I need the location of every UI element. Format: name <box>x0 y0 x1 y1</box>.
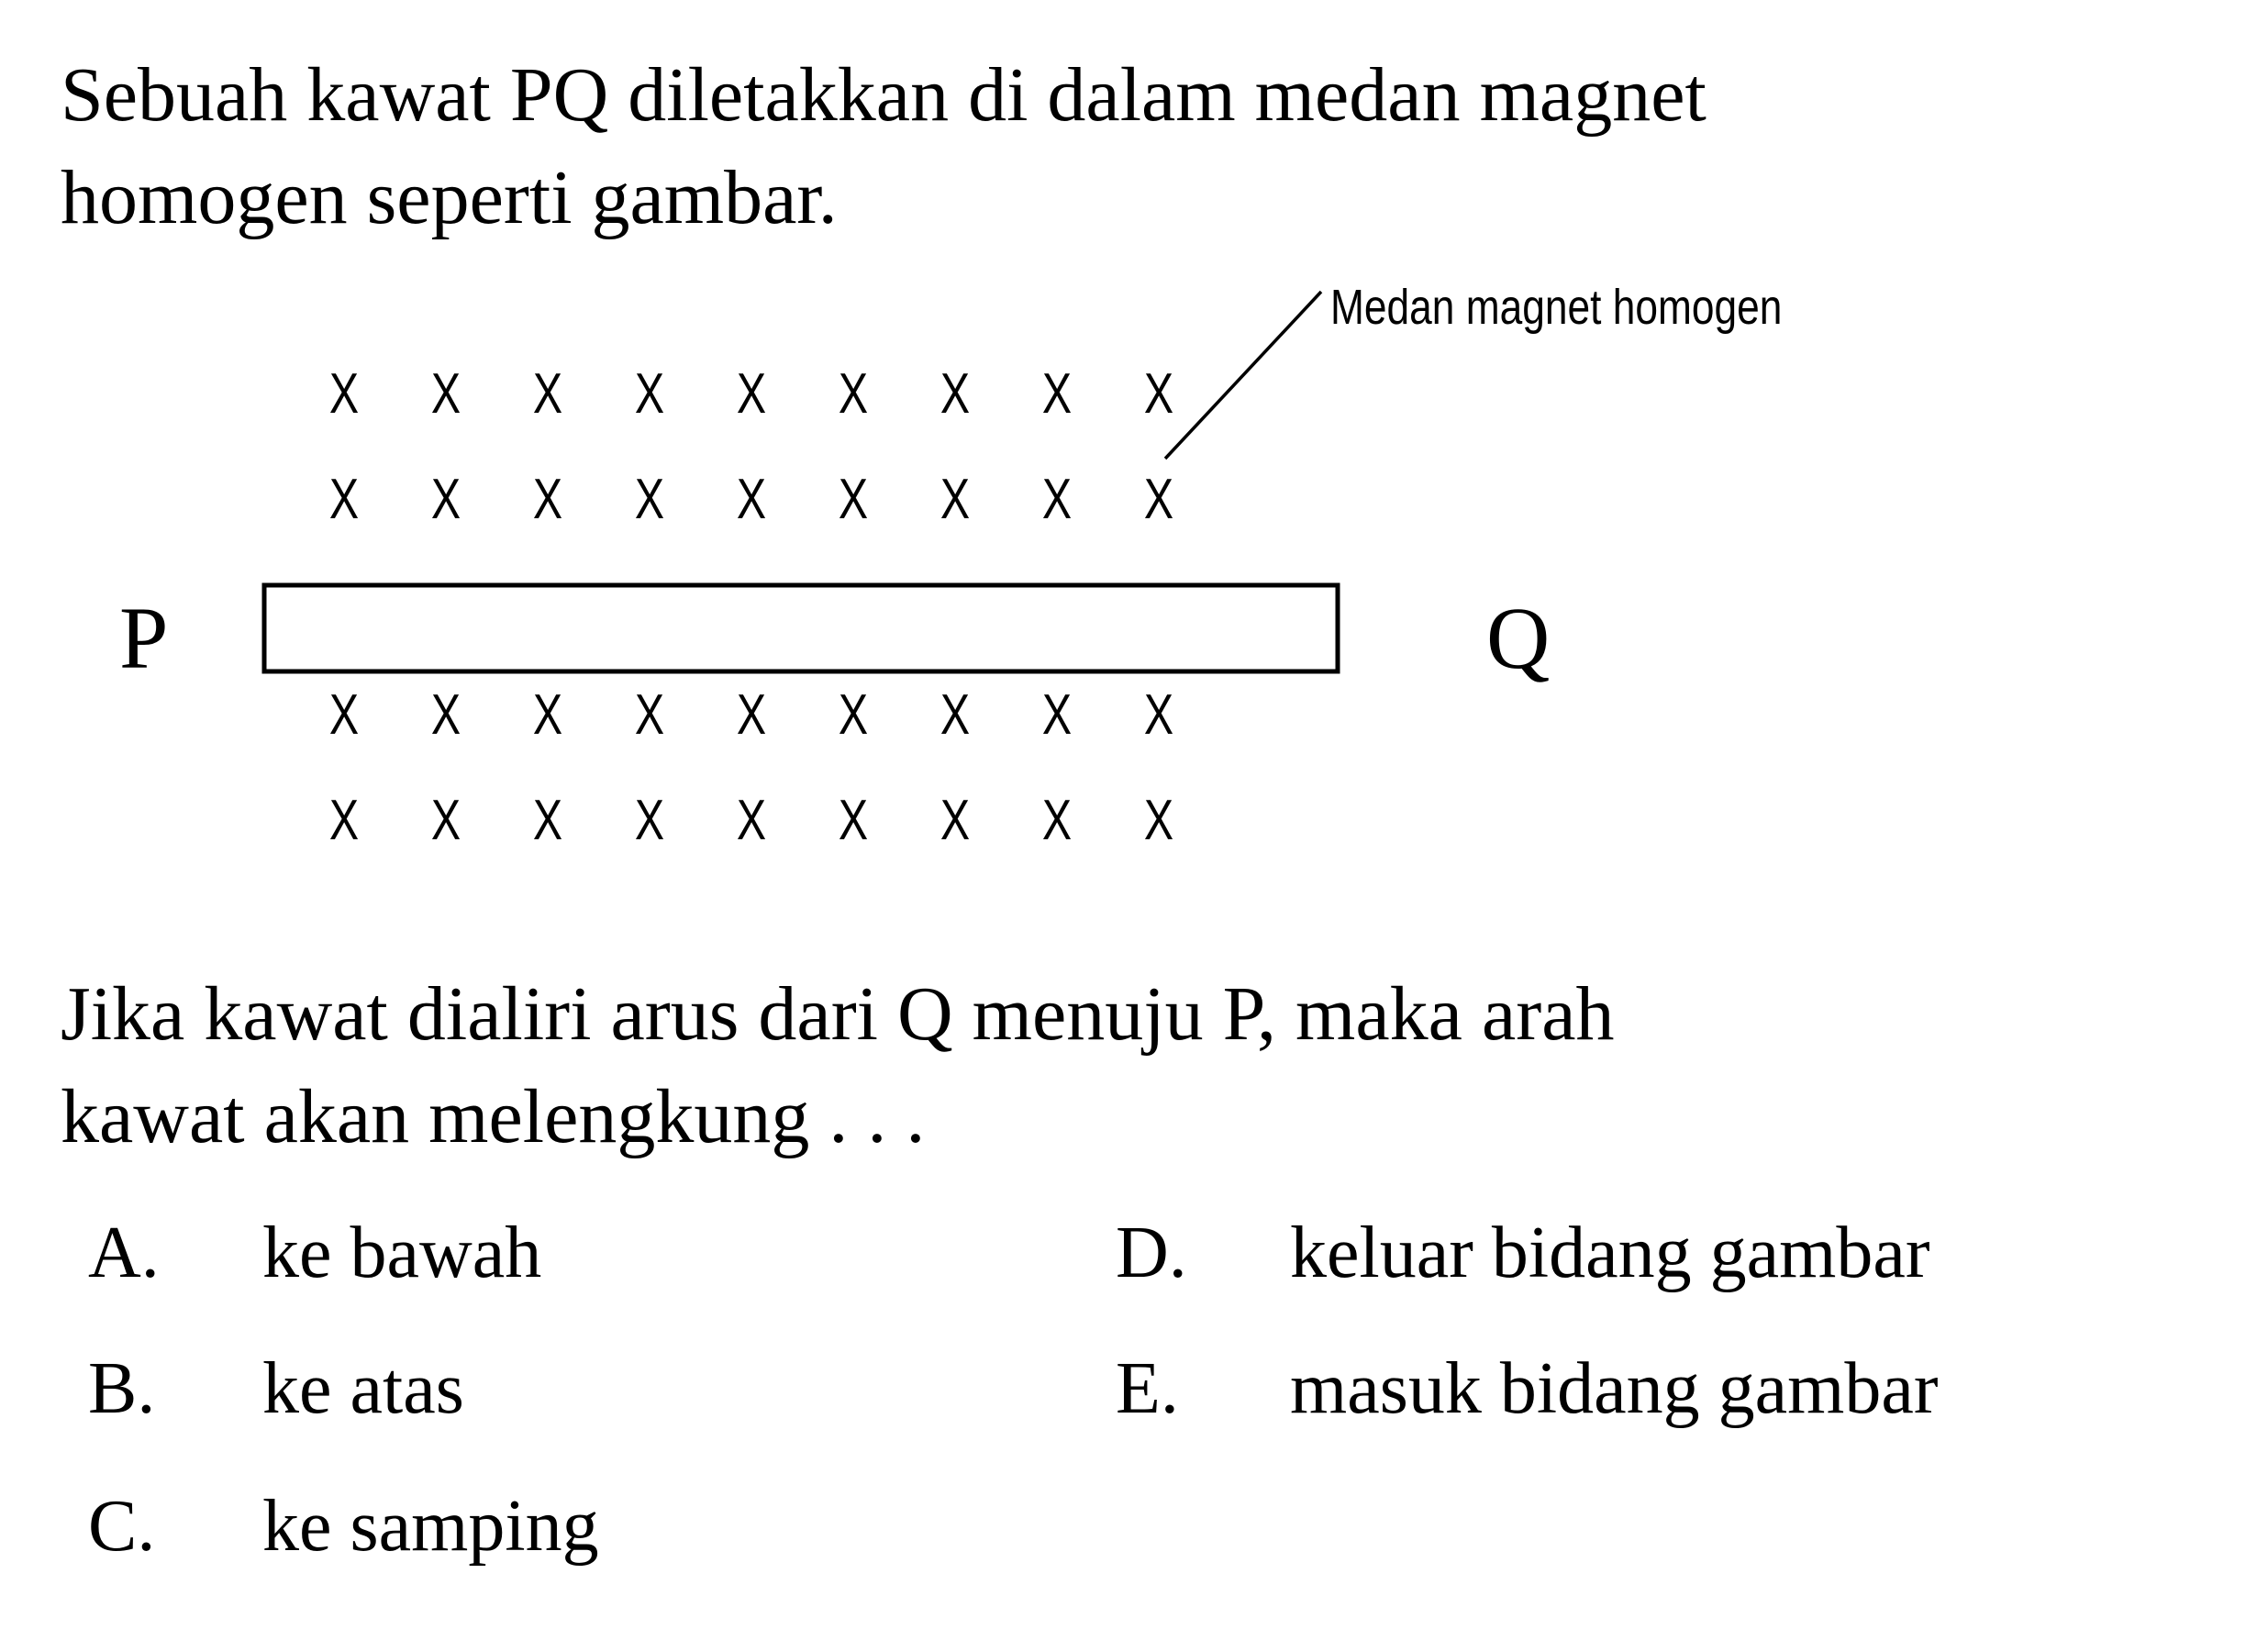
option-a[interactable] <box>88 1209 541 1297</box>
field-cross-icon: X <box>430 361 461 426</box>
field-cross-icon: X <box>838 788 869 852</box>
field-cross-icon: X <box>736 467 767 531</box>
field-cross-icon: X <box>736 361 767 426</box>
field-cross-icon: X <box>328 682 360 747</box>
option-c[interactable] <box>88 1482 599 1570</box>
field-cross-icon: X <box>838 361 869 426</box>
option-letter: B. <box>88 1348 156 1429</box>
field-cross-icon: X <box>430 467 461 531</box>
option-text: keluar bidang gambar <box>1290 1213 1930 1293</box>
field-cross-icon: X <box>430 788 461 852</box>
field-cross-icon: X <box>328 361 360 426</box>
wire-pq <box>264 585 1338 671</box>
field-cross-icon: X <box>1143 361 1174 426</box>
field-cross-icon: X <box>634 361 665 426</box>
field-cross-icon: X <box>1041 682 1073 747</box>
field-cross-icon: X <box>939 361 971 426</box>
answer-options <box>0 1209 2268 1612</box>
wire-end-label-q: Q <box>1486 589 1551 687</box>
field-cross-icon: X <box>1143 682 1174 747</box>
option-text: masuk bidang gambar <box>1290 1348 1939 1429</box>
field-cross-icon: X <box>1143 467 1174 531</box>
question-prompt <box>61 963 1615 1169</box>
intro-line-1: Sebuah kawat PQ diletakkan di dalam medan magnet <box>61 52 1707 138</box>
prompt-line-2: kawat akan melengkung . . . <box>61 1074 926 1159</box>
field-cross-icon: X <box>1041 361 1073 426</box>
option-letter: C. <box>88 1486 156 1567</box>
option-text: ke atas <box>262 1348 464 1429</box>
field-cross-icon: X <box>634 682 665 747</box>
field-cross-icon: X <box>939 467 971 531</box>
wire-end-label-p: P <box>119 589 169 687</box>
field-cross-icon: X <box>328 467 360 531</box>
intro-line-2: homogen seperti gambar. <box>61 155 838 240</box>
field-cross-icon: X <box>736 682 767 747</box>
option-letter: A. <box>88 1213 160 1293</box>
option-text: ke samping <box>262 1486 599 1567</box>
option-text: ke bawah <box>262 1213 542 1293</box>
field-cross-icon: X <box>939 788 971 852</box>
field-cross-icon: X <box>939 682 971 747</box>
field-cross-icon: X <box>532 467 563 531</box>
field-cross-icon: X <box>532 682 563 747</box>
option-d[interactable] <box>1116 1209 1930 1297</box>
option-letter: E. <box>1116 1348 1179 1429</box>
field-label-pointer <box>1165 292 1321 459</box>
field-cross-icon: X <box>1041 788 1073 852</box>
field-cross-icon: X <box>532 788 563 852</box>
field-cross-icon: X <box>838 682 869 747</box>
prompt-line-1: Jika kawat dialiri arus dari Q menuju P, maka arah <box>61 971 1615 1057</box>
option-b[interactable] <box>88 1345 464 1433</box>
option-e[interactable] <box>1116 1345 1938 1433</box>
field-cross-icon: X <box>328 788 360 852</box>
field-cross-icon: X <box>1143 788 1174 852</box>
field-cross-icon: X <box>736 788 767 852</box>
field-label: Medan magnet homogen <box>1330 280 1783 335</box>
field-cross-icon: X <box>1041 467 1073 531</box>
field-cross-icon: X <box>838 467 869 531</box>
field-cross-icon: X <box>634 467 665 531</box>
field-cross-icon: X <box>634 788 665 852</box>
field-cross-icon: X <box>532 361 563 426</box>
field-cross-icon: X <box>430 682 461 747</box>
option-letter: D. <box>1116 1213 1187 1293</box>
